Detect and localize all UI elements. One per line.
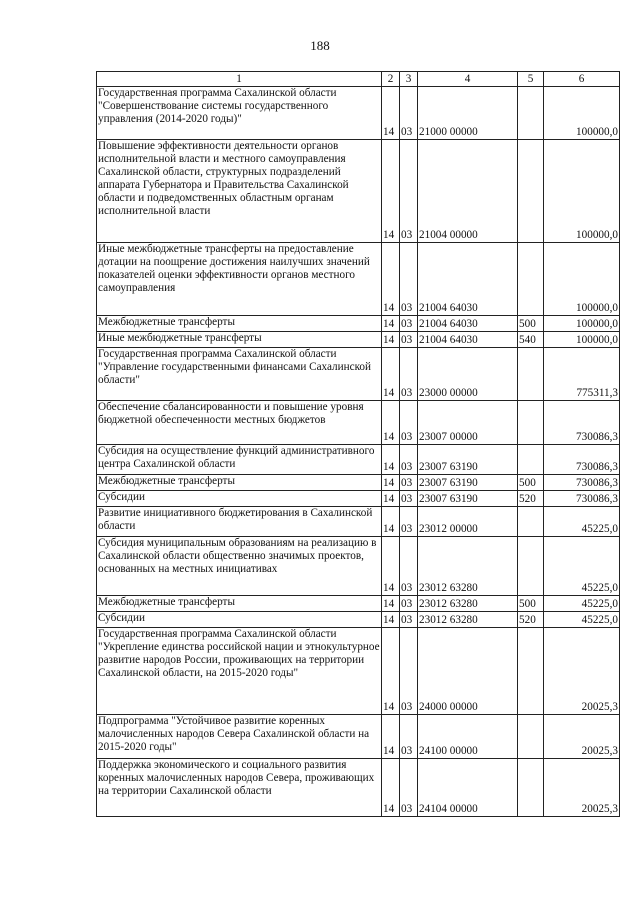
row-expense-type: [518, 348, 544, 401]
row-expense-type: [518, 87, 544, 140]
row-target-code: 21004 64030: [418, 332, 518, 348]
row-section-code: 14: [382, 612, 400, 628]
row-target-code: 23007 63190: [418, 491, 518, 507]
column-header-2: 2: [382, 72, 400, 87]
row-section-code: 14: [382, 401, 400, 445]
table-row: [97, 596, 620, 612]
row-subsection-code: 03: [400, 445, 418, 475]
row-target-code: 21004 00000: [418, 140, 518, 243]
row-subsection-code: 03: [400, 537, 418, 596]
row-name: Обеспечение сбалансированности и повышение уровня бюджетной обеспеченности местных бюджетов: [97, 401, 382, 445]
row-target-code: 23012 63280: [418, 596, 518, 612]
row-section-code: 14: [382, 243, 400, 316]
row-amount: 20025,3: [544, 715, 620, 759]
row-expense-type: [518, 715, 544, 759]
row-amount: 45225,0: [544, 507, 620, 537]
row-target-code: 23000 00000: [418, 348, 518, 401]
row-amount: 100000,0: [544, 332, 620, 348]
row-expense-type: [518, 537, 544, 596]
row-expense-type: [518, 140, 544, 243]
table-row: [97, 507, 620, 537]
row-subsection-code: 03: [400, 140, 418, 243]
row-name: Повышение эффективности деятельности органов исполнительной власти и местного самоуправления Сахалинской области, структурных подразделений аппарата Губернатора и Правительства Сахалинской области и подведомственных областным органам исполнительной власти: [97, 140, 382, 243]
table-row: [97, 628, 620, 715]
row-expense-type: 500: [518, 316, 544, 332]
row-name: Государственная программа Сахалинской области "Укрепление единства российской нации и этнокультурное развитие народов России, проживающих на территории Сахалинской области, на 2015-2020 годы": [97, 628, 382, 715]
row-subsection-code: 03: [400, 596, 418, 612]
row-target-code: 24104 00000: [418, 759, 518, 817]
row-name: Межбюджетные трансферты: [97, 475, 382, 491]
row-expense-type: [518, 507, 544, 537]
row-amount: 45225,0: [544, 596, 620, 612]
row-expense-type: 540: [518, 332, 544, 348]
row-expense-type: [518, 445, 544, 475]
row-amount: 730086,3: [544, 401, 620, 445]
row-name: Иные межбюджетные трансферты на предоставление дотации на поощрение достижения наилучших значений показателей оценки эффективности органов местного самоуправления: [97, 243, 382, 316]
row-subsection-code: 03: [400, 612, 418, 628]
row-name: Государственная программа Сахалинской области "Совершенствование системы государственного управления (2014-2020 годы)": [97, 87, 382, 140]
row-subsection-code: 03: [400, 759, 418, 817]
row-name: Межбюджетные трансферты: [97, 596, 382, 612]
row-section-code: 14: [382, 332, 400, 348]
row-expense-type: 500: [518, 475, 544, 491]
table-row: [97, 759, 620, 817]
row-target-code: 24100 00000: [418, 715, 518, 759]
table-row: [97, 87, 620, 140]
table-row: [97, 140, 620, 243]
row-subsection-code: 03: [400, 491, 418, 507]
row-section-code: 14: [382, 507, 400, 537]
row-subsection-code: 03: [400, 316, 418, 332]
row-name: Иные межбюджетные трансферты: [97, 332, 382, 348]
row-target-code: 21000 00000: [418, 87, 518, 140]
column-header-6: 6: [544, 72, 620, 87]
row-amount: 100000,0: [544, 140, 620, 243]
row-amount: 45225,0: [544, 612, 620, 628]
row-subsection-code: 03: [400, 507, 418, 537]
row-target-code: 23007 00000: [418, 401, 518, 445]
row-section-code: 14: [382, 348, 400, 401]
row-name: Подпрограмма "Устойчивое развитие коренных малочисленных народов Севера Сахалинской области на 2015-2020 годы": [97, 715, 382, 759]
row-name: Субсидия муниципальным образованиям на реализацию в Сахалинской области общественно значимых проектов, основанных на местных инициативах: [97, 537, 382, 596]
table-row: [97, 537, 620, 596]
row-expense-type: [518, 243, 544, 316]
row-name: Государственная программа Сахалинской области "Управление государственными финансами Сахалинской области": [97, 348, 382, 401]
row-subsection-code: 03: [400, 332, 418, 348]
table-row: [97, 243, 620, 316]
budget-table: [96, 71, 620, 817]
row-subsection-code: 03: [400, 401, 418, 445]
row-name: Межбюджетные трансферты: [97, 316, 382, 332]
row-section-code: 14: [382, 596, 400, 612]
row-target-code: 24000 00000: [418, 628, 518, 715]
row-section-code: 14: [382, 537, 400, 596]
row-section-code: 14: [382, 316, 400, 332]
row-section-code: 14: [382, 759, 400, 817]
row-section-code: 14: [382, 140, 400, 243]
table-row: [97, 475, 620, 491]
row-expense-type: 520: [518, 612, 544, 628]
table-row: [97, 401, 620, 445]
column-header-5: 5: [518, 72, 544, 87]
row-target-code: 23007 63190: [418, 475, 518, 491]
row-amount: 45225,0: [544, 537, 620, 596]
row-amount: 100000,0: [544, 316, 620, 332]
column-header-3: 3: [400, 72, 418, 87]
row-subsection-code: 03: [400, 243, 418, 316]
row-section-code: 14: [382, 445, 400, 475]
row-name: Субсидии: [97, 612, 382, 628]
table-row: [97, 348, 620, 401]
row-section-code: 14: [382, 491, 400, 507]
row-amount: 730086,3: [544, 491, 620, 507]
row-subsection-code: 03: [400, 715, 418, 759]
row-section-code: 14: [382, 628, 400, 715]
row-amount: 100000,0: [544, 87, 620, 140]
row-target-code: 23007 63190: [418, 445, 518, 475]
row-subsection-code: 03: [400, 628, 418, 715]
table-row: [97, 332, 620, 348]
row-subsection-code: 03: [400, 87, 418, 140]
row-section-code: 14: [382, 715, 400, 759]
row-subsection-code: 03: [400, 475, 418, 491]
row-target-code: 21004 64030: [418, 243, 518, 316]
row-amount: 20025,3: [544, 628, 620, 715]
table-row: [97, 491, 620, 507]
row-section-code: 14: [382, 475, 400, 491]
row-target-code: 23012 63280: [418, 537, 518, 596]
row-target-code: 23012 63280: [418, 612, 518, 628]
row-section-code: 14: [382, 87, 400, 140]
row-expense-type: [518, 628, 544, 715]
table-row: [97, 316, 620, 332]
row-amount: 730086,3: [544, 475, 620, 491]
row-name: Субсидии: [97, 491, 382, 507]
page-number: 188: [310, 38, 330, 53]
row-expense-type: [518, 759, 544, 817]
row-name: Развитие инициативного бюджетирования в Сахалинской области: [97, 507, 382, 537]
row-amount: 730086,3: [544, 445, 620, 475]
row-name: Субсидия на осуществление функций административного центра Сахалинской области: [97, 445, 382, 475]
row-amount: 100000,0: [544, 243, 620, 316]
table-row: [97, 715, 620, 759]
row-target-code: 23012 00000: [418, 507, 518, 537]
row-subsection-code: 03: [400, 348, 418, 401]
row-expense-type: 520: [518, 491, 544, 507]
row-amount: 20025,3: [544, 759, 620, 817]
table-row: [97, 445, 620, 475]
table-header-row: [97, 72, 620, 87]
column-header-1: 1: [97, 72, 382, 87]
row-expense-type: 500: [518, 596, 544, 612]
row-amount: 775311,3: [544, 348, 620, 401]
column-header-4: 4: [418, 72, 518, 87]
row-expense-type: [518, 401, 544, 445]
row-name: Поддержка экономического и социального развития коренных малочисленных народов Севера, проживающих на территории Сахалинской области: [97, 759, 382, 817]
row-target-code: 21004 64030: [418, 316, 518, 332]
table-row: [97, 612, 620, 628]
